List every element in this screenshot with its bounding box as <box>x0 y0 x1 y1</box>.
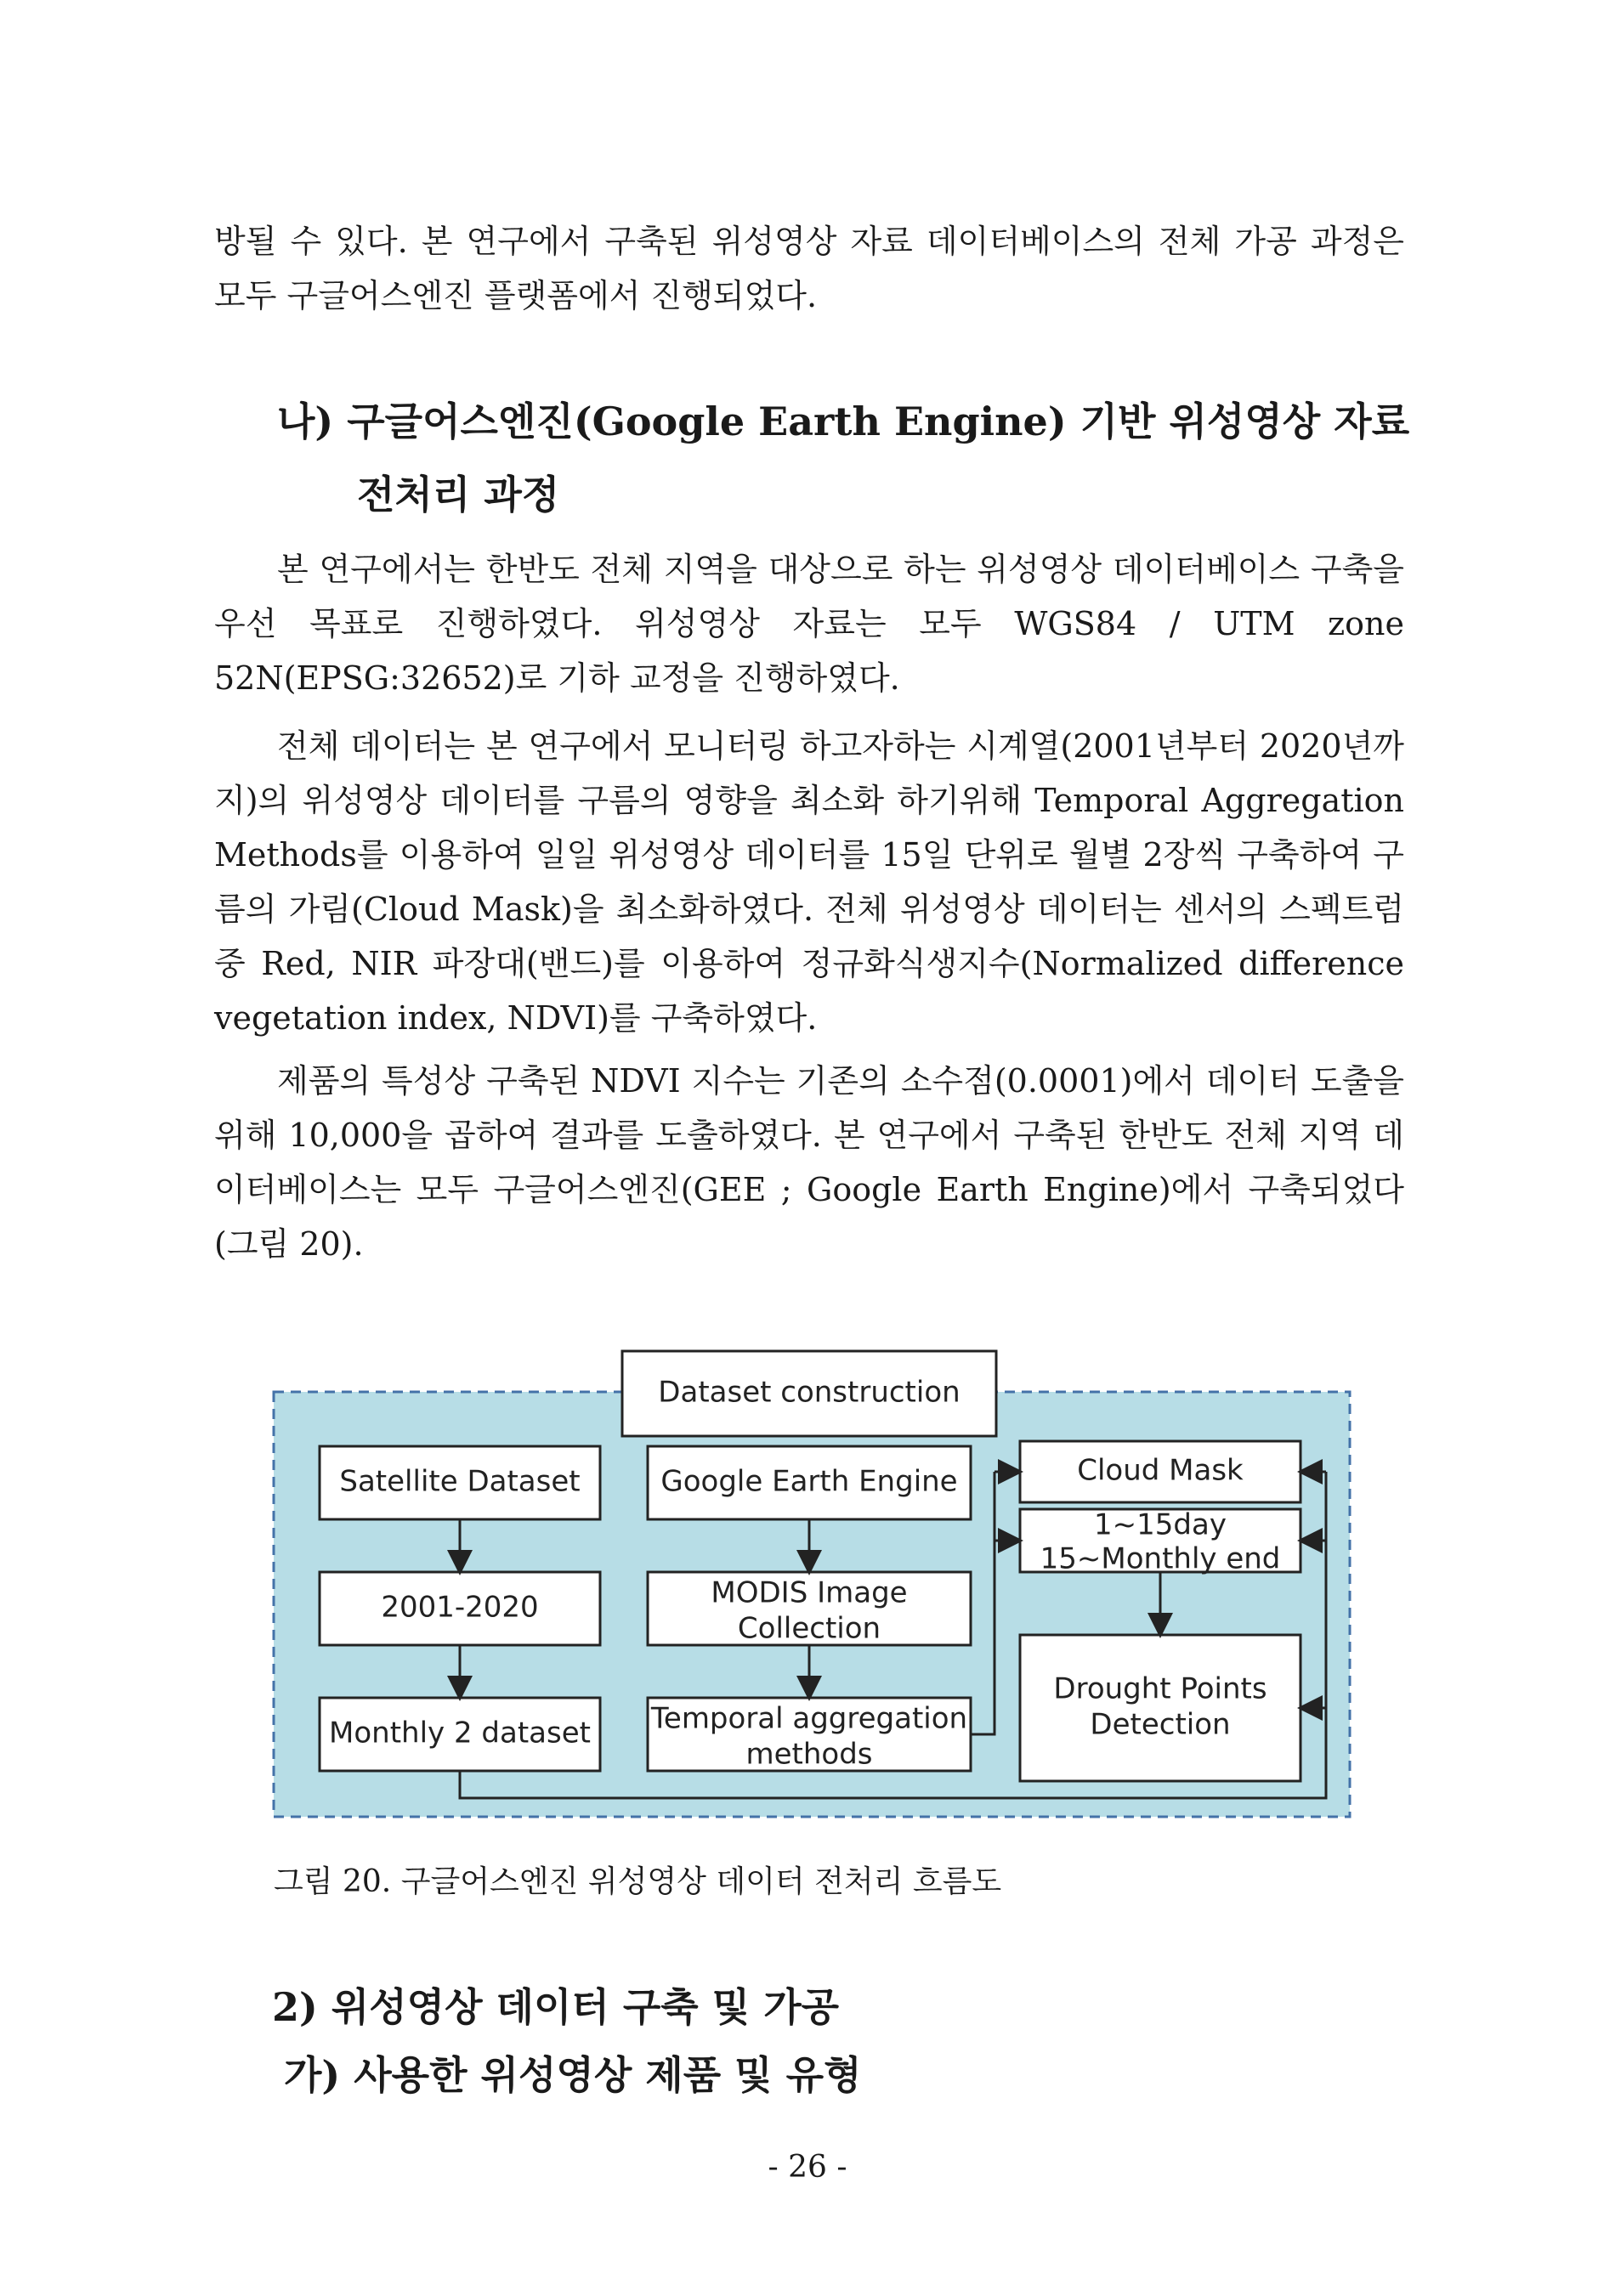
cloud-mask-label: Cloud Mask <box>1077 1453 1244 1488</box>
modis-label-1: MODIS Image <box>711 1575 908 1610</box>
paragraph-top: 방될 수 있다. 본 연구에서 구축된 위성영상 자료 데이터베이스의 전체 가공 과정은 모두 구글어스엔진 플랫폼에서 진행되었다. <box>214 223 1404 314</box>
modis-label-2: Collection <box>737 1611 881 1646</box>
paragraph-2: 전체 데이터는 본 연구에서 모니터링 하고자하는 시계열(2001년부터 2020년까지)의 위성영상 데이터를 구름의 영향을 최소화 하기위해 Temporal Aggregation Methods를 이용하여 일일 위성영상 데이터를 15일 단위로 월별 2장씩 구축하여 구름의 가림(Cloud Mask)을 최소화하였다. 전체 위성영상 데이터는 센서의 스펙트럼 중 Red, NIR 파장대(밴드)를 이용하여 정규화식생지수(Normalized difference vegetation index, NDVI)를 구축하였다. <box>214 727 1404 1037</box>
drought-label-1: Drought Points <box>1053 1671 1267 1706</box>
flowchart-svg <box>272 1348 1352 1824</box>
temporal-label-2: methods <box>745 1737 873 1772</box>
satellite-dataset-label: Satellite Dataset <box>339 1464 581 1499</box>
gee-label: Google Earth Engine <box>660 1464 958 1499</box>
heading-sub-line1: 나) 구글어스엔진(Google Earth Engine) 기반 위성영상 자료 <box>277 399 1410 444</box>
heading-subsection: 가) 사용한 위성영상 제품 및 유형 <box>284 2052 862 2098</box>
day-range-label-1: 1~15day <box>1094 1507 1227 1542</box>
drought-label-2: Detection <box>1090 1707 1231 1742</box>
temporal-label-1: Temporal aggregation <box>650 1701 968 1736</box>
heading-sub-line2: 전처리 과정 <box>357 472 560 517</box>
day-range-label-2: 15~Monthly end <box>1040 1541 1281 1576</box>
page-number: - 26 - <box>768 2150 847 2185</box>
monthly-dataset-label: Monthly 2 dataset <box>329 1716 591 1750</box>
years-label: 2001-2020 <box>381 1590 539 1625</box>
paragraph-1: 본 연구에서는 한반도 전체 지역을 대상으로 하는 위성영상 데이터베이스 구축을 우선 목표로 진행하였다. 위성영상 자료는 모두 WGS84 / UTM zone 52N(EPSG:32652)로 기하 교정을 진행하였다. <box>214 551 1404 697</box>
heading-section: 2) 위성영상 데이터 구축 및 가공 <box>272 1984 840 2030</box>
paragraph-3: 제품의 특성상 구축된 NDVI 지수는 기존의 소수점(0.0001)에서 데이터 도출을 위해 10,000을 곱하여 결과를 도출하였다. 본 연구에서 구축된 한반도 전체 지역 데이터베이스는 모두 구글어스엔진(GEE ; Google Earth Engine)에서 구축되었다(그림 20). <box>214 1062 1404 1263</box>
title-text: Dataset construction <box>658 1375 960 1410</box>
flowchart-figure <box>272 1348 1352 1824</box>
figure-caption: 그림 20. 구글어스엔진 위성영상 데이터 전처리 흐름도 <box>274 1864 1002 1899</box>
